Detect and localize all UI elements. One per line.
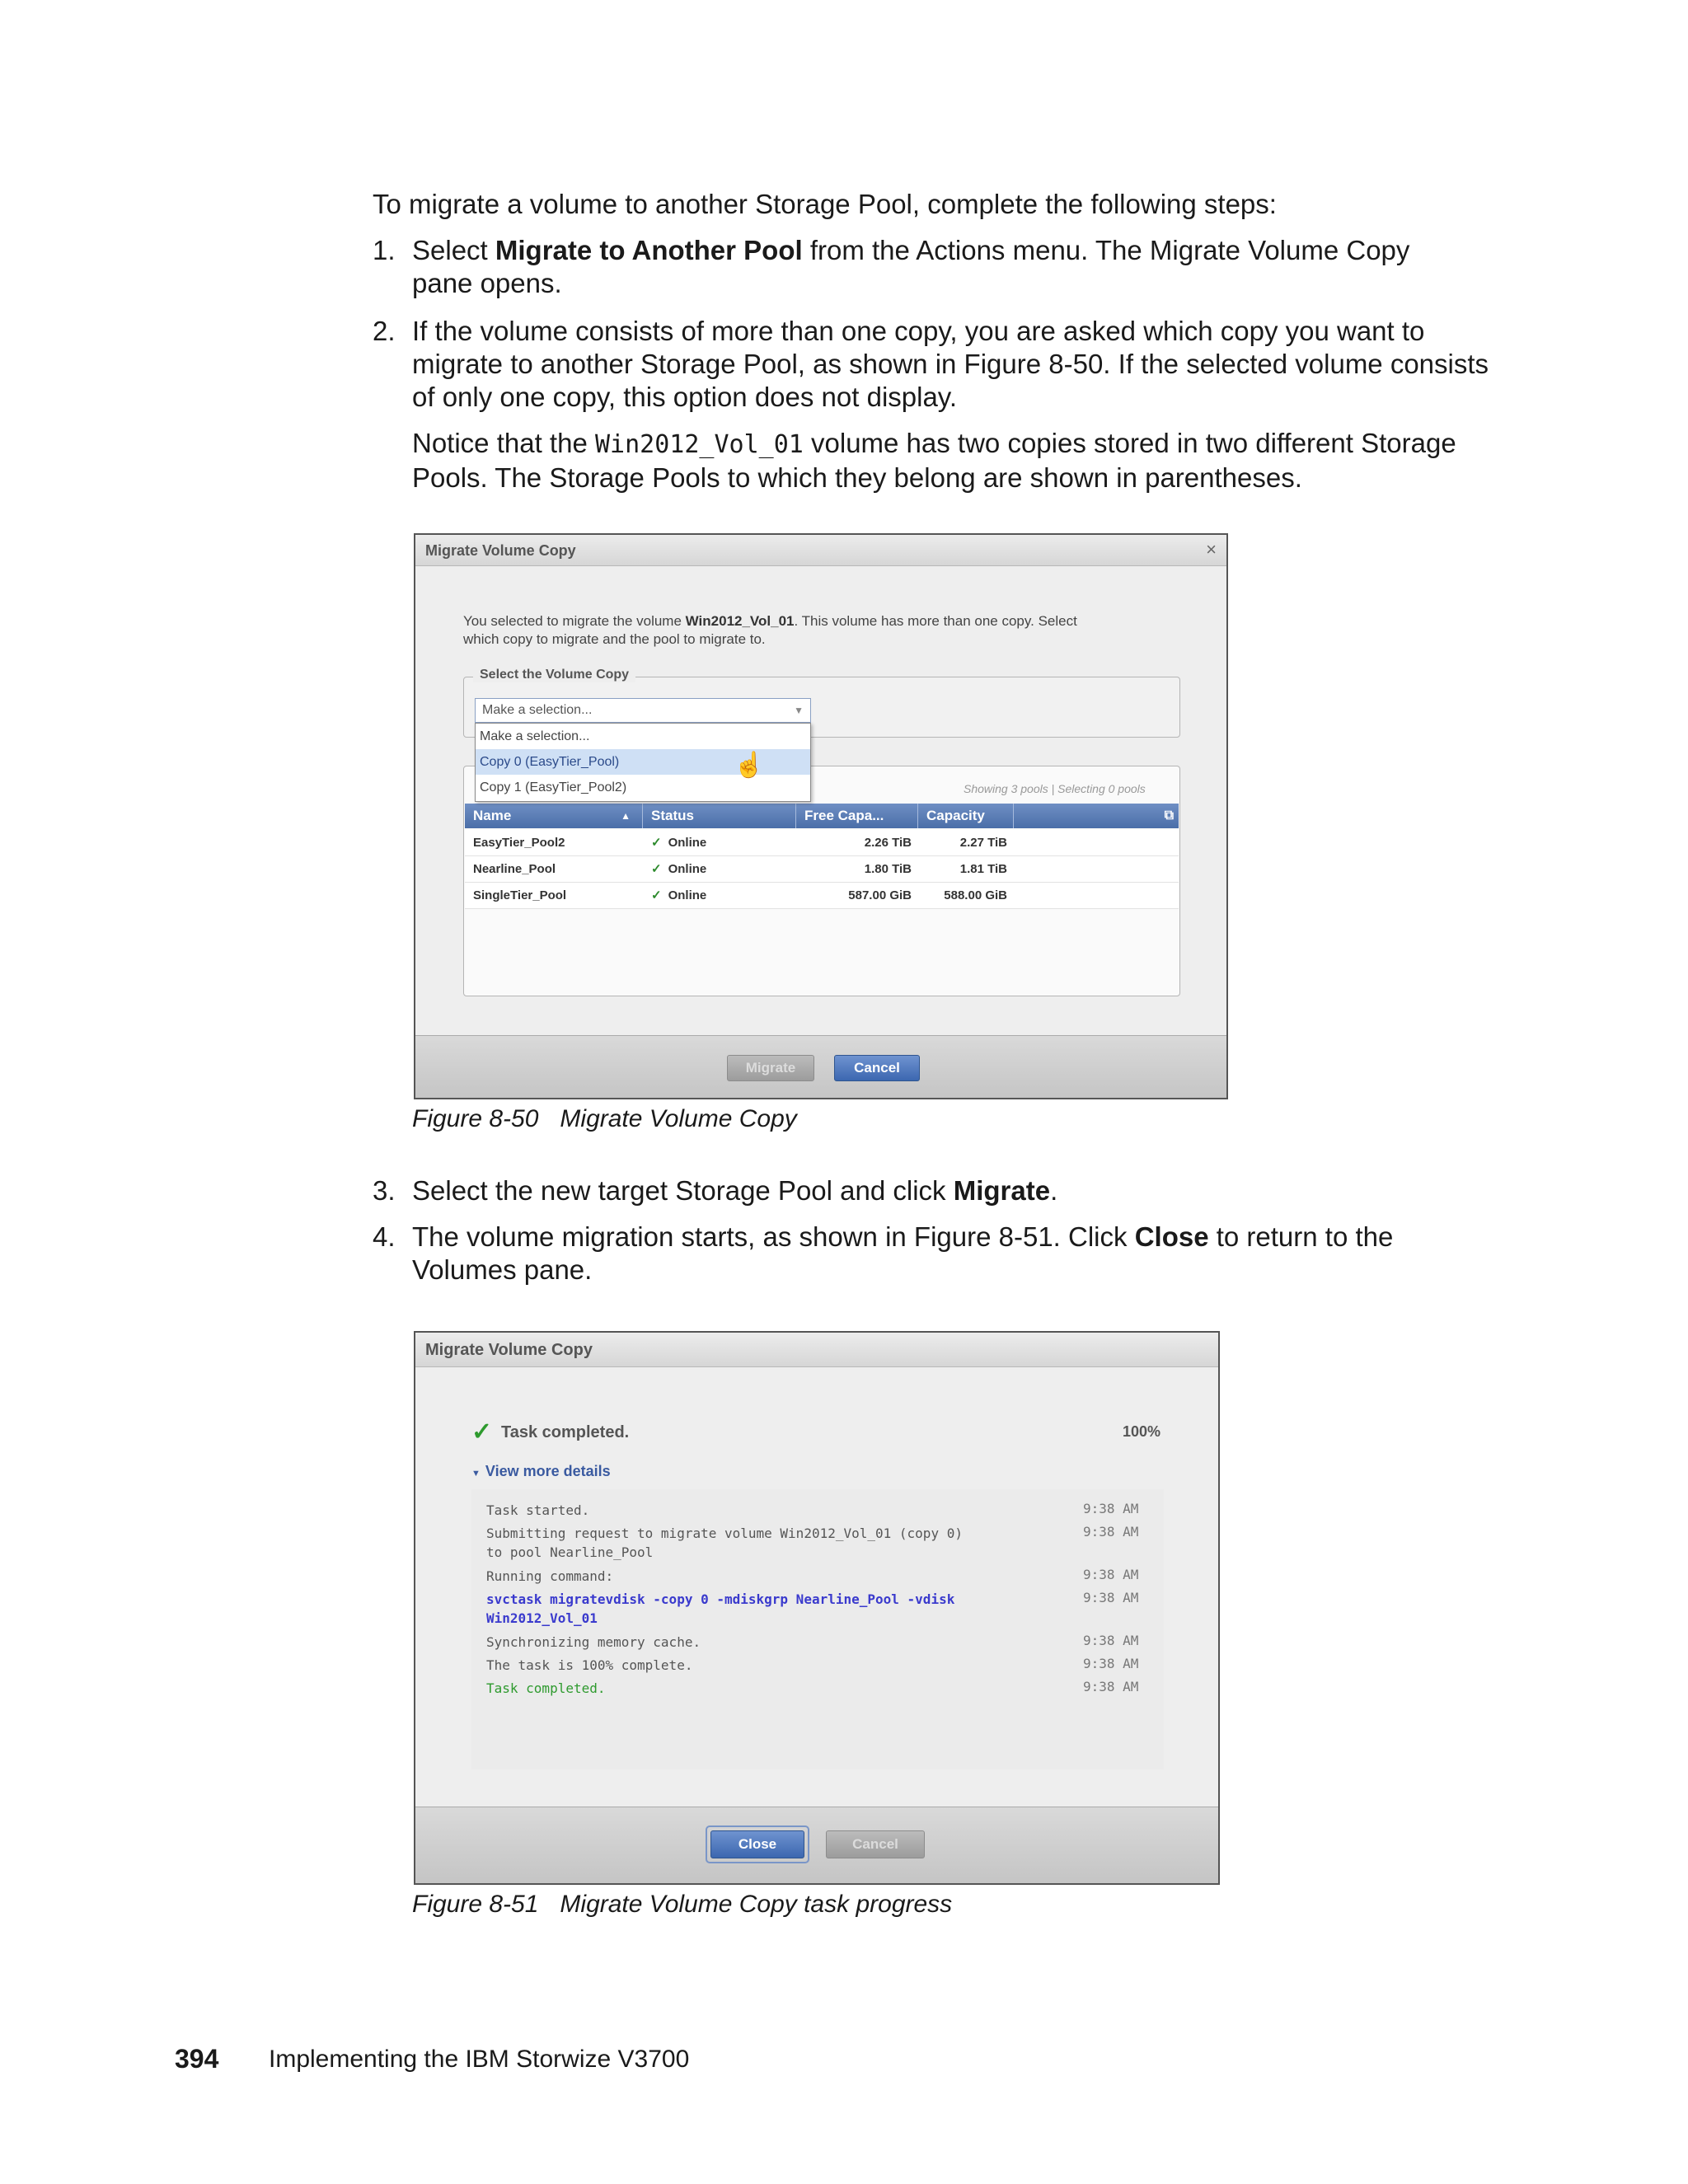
check-icon: ✓ bbox=[651, 836, 662, 850]
dialog-title: Migrate Volume Copy bbox=[415, 535, 1226, 566]
figure-8-50-caption bbox=[412, 1104, 797, 1134]
table-row[interactable] bbox=[465, 883, 1179, 909]
table-row[interactable] bbox=[465, 856, 1179, 883]
step-1-pre: Select bbox=[412, 235, 495, 265]
migrate-volume-copy-dialog bbox=[414, 533, 1228, 1099]
figure-8-51-caption bbox=[412, 1890, 952, 1919]
close-icon[interactable]: × bbox=[1206, 539, 1217, 560]
dropdown-option[interactable]: Copy 1 (EasyTier_Pool2) bbox=[480, 780, 627, 794]
log-time: 9:38 AM bbox=[1083, 1633, 1139, 1648]
check-icon: ✓ bbox=[651, 862, 662, 876]
table-row[interactable] bbox=[465, 830, 1179, 856]
page-number: 394 bbox=[175, 2044, 219, 2074]
row-name: Nearline_Pool bbox=[473, 862, 556, 876]
migrate-progress-dialog bbox=[414, 1331, 1220, 1885]
step-3-number: 3. bbox=[373, 1175, 396, 1206]
log-time: 9:38 AM bbox=[1083, 1567, 1139, 1582]
column-spacer bbox=[1014, 804, 1179, 828]
row-free: 1.80 TiB bbox=[864, 862, 912, 876]
step-2-note-pre: Notice that the bbox=[412, 428, 595, 458]
progress-button-bar bbox=[415, 1807, 1218, 1885]
step-2-line3: of only one copy, this option does not display. bbox=[412, 382, 958, 412]
column-name[interactable] bbox=[465, 804, 643, 828]
step-3-text bbox=[412, 1174, 1057, 1207]
step-2-note-line2: Pools. The Storage Pools to which they belong are shown in parentheses. bbox=[412, 462, 1302, 493]
close-button[interactable]: Close bbox=[710, 1830, 804, 1858]
row-free: 2.26 TiB bbox=[864, 836, 912, 850]
step-1-number: 1. bbox=[373, 235, 396, 265]
triangle-down-icon: ▼ bbox=[471, 1469, 481, 1479]
column-status[interactable]: Status bbox=[643, 804, 796, 828]
grid-header bbox=[465, 804, 1179, 828]
step-4-bold: Close bbox=[1134, 1221, 1209, 1252]
log-line: The task is 100% complete. bbox=[486, 1657, 693, 1673]
column-menu-icon[interactable]: ⧉ bbox=[1164, 808, 1174, 823]
step-2-number: 2. bbox=[373, 316, 396, 346]
caption-number: Figure 8-50 bbox=[412, 1105, 539, 1132]
log-time: 9:38 AM bbox=[1083, 1656, 1139, 1671]
description-pre: You selected to migrate the volume bbox=[463, 613, 686, 629]
description-line2: which copy to migrate and the pool to migrate to. bbox=[463, 631, 766, 647]
row-name: SingleTier_Pool bbox=[473, 888, 567, 902]
step-2-line1: If the volume consists of more than one copy, you are asked which copy you want to bbox=[412, 316, 1425, 346]
step-4-text bbox=[412, 1221, 1393, 1286]
fieldset-legend: Select the Volume Copy bbox=[473, 668, 635, 682]
step-1-line2: pane opens. bbox=[412, 268, 562, 298]
log-time: 9:38 AM bbox=[1083, 1590, 1139, 1605]
column-name-label: Name bbox=[473, 808, 512, 823]
step-1-bold: Migrate to Another Pool bbox=[495, 235, 803, 265]
step-1-text bbox=[412, 234, 1409, 300]
cancel-button[interactable]: Cancel bbox=[826, 1830, 925, 1858]
task-status: Task completed. bbox=[501, 1423, 630, 1441]
description-post: . This volume has more than one copy. Select bbox=[794, 613, 1077, 629]
volume-copy-select[interactable] bbox=[475, 698, 811, 723]
step-2-text bbox=[412, 315, 1489, 414]
check-icon: ✓ bbox=[651, 888, 662, 902]
row-free: 587.00 GiB bbox=[848, 888, 912, 902]
select-value: Make a selection... bbox=[482, 703, 593, 717]
log-line: Running command: bbox=[486, 1568, 614, 1584]
log-line bbox=[486, 1679, 606, 1698]
step-1-post: from the Actions menu. The Migrate Volume Copy bbox=[802, 235, 1410, 265]
row-status bbox=[643, 830, 796, 855]
step-4-line2: Volumes pane. bbox=[412, 1254, 593, 1285]
dropdown-option[interactable]: Make a selection... bbox=[480, 729, 590, 743]
log-command-line bbox=[486, 1590, 954, 1628]
row-status-text: Online bbox=[668, 888, 707, 902]
row-capacity: 588.00 GiB bbox=[944, 888, 1007, 902]
step-2-line2: migrate to another Storage Pool, as shown in Figure 8-50. If the selected volume consists bbox=[412, 349, 1489, 379]
caption-text: Migrate Volume Copy bbox=[560, 1105, 797, 1132]
grid-status: Showing 3 pools | Selecting 0 pools bbox=[964, 782, 1146, 795]
row-capacity: 1.81 TiB bbox=[959, 862, 1007, 876]
column-capacity[interactable]: Capacity bbox=[918, 804, 1014, 828]
dropdown-option-selected[interactable]: Copy 0 (EasyTier_Pool) bbox=[476, 749, 810, 775]
view-more-details-toggle[interactable] bbox=[471, 1463, 611, 1480]
log-line-part: Submitting request to migrate volume Win2012_Vol_01 (copy 0) bbox=[486, 1526, 963, 1541]
dialog-description bbox=[463, 612, 1189, 649]
step-2-note-post: volume has two copies stored in two different Storage bbox=[803, 428, 1456, 458]
log-time: 9:38 AM bbox=[1083, 1501, 1139, 1516]
chevron-down-icon: ▼ bbox=[794, 705, 804, 716]
pointer-cursor-icon: ☝ bbox=[734, 752, 765, 779]
column-free[interactable]: Free Capa... bbox=[796, 804, 918, 828]
row-capacity: 2.27 TiB bbox=[959, 836, 1007, 850]
progress-dialog-title: Migrate Volume Copy bbox=[415, 1333, 1218, 1367]
log-line-part: to pool Nearline_Pool bbox=[486, 1544, 654, 1560]
step-3-bold: Migrate bbox=[953, 1175, 1051, 1206]
log-line-part: svctask migratevdisk -copy 0 -mdiskgrp Nearline_Pool -vdisk bbox=[486, 1591, 955, 1607]
step-4-post: to return to the bbox=[1208, 1221, 1394, 1252]
step-2-note bbox=[412, 427, 1456, 494]
volume-code: Win2012_Vol_01 bbox=[594, 430, 804, 459]
caption-text: Migrate Volume Copy task progress bbox=[560, 1891, 953, 1918]
sort-up-icon: ▲ bbox=[621, 810, 631, 822]
row-name: EasyTier_Pool2 bbox=[473, 836, 565, 850]
log-line: Synchronizing memory cache. bbox=[486, 1634, 701, 1650]
caption-number: Figure 8-51 bbox=[412, 1891, 539, 1918]
log-line bbox=[486, 1524, 963, 1562]
log-line-part: Win2012_Vol_01 bbox=[486, 1610, 598, 1626]
check-icon: ✓ bbox=[471, 1418, 493, 1446]
cancel-button[interactable]: Cancel bbox=[834, 1055, 920, 1081]
log-line: Task started. bbox=[486, 1502, 590, 1518]
log-time: 9:38 AM bbox=[1083, 1524, 1139, 1540]
row-status-text: Online bbox=[668, 862, 707, 876]
description-volume: Win2012_Vol_01 bbox=[685, 613, 795, 629]
footer-book-title: Implementing the IBM Storwize V3700 bbox=[269, 2046, 690, 2073]
log-success-text: Task completed. bbox=[486, 1680, 606, 1696]
step-4-pre: The volume migration starts, as shown in Figure 8-51. Click bbox=[412, 1221, 1135, 1252]
task-percent: 100% bbox=[1123, 1423, 1161, 1440]
row-status bbox=[643, 856, 796, 882]
step-3-pre: Select the new target Storage Pool and click bbox=[412, 1175, 954, 1206]
step-4-number: 4. bbox=[373, 1221, 396, 1252]
row-status bbox=[643, 883, 796, 908]
dialog-button-bar bbox=[415, 1035, 1226, 1099]
step-3-post: . bbox=[1050, 1175, 1058, 1206]
log-time: 9:38 AM bbox=[1083, 1679, 1139, 1694]
intro-paragraph: To migrate a volume to another Storage Pool, complete the following steps: bbox=[373, 189, 1277, 219]
migrate-button[interactable]: Migrate bbox=[727, 1055, 814, 1081]
row-status-text: Online bbox=[668, 836, 707, 850]
details-label: View more details bbox=[485, 1463, 611, 1479]
